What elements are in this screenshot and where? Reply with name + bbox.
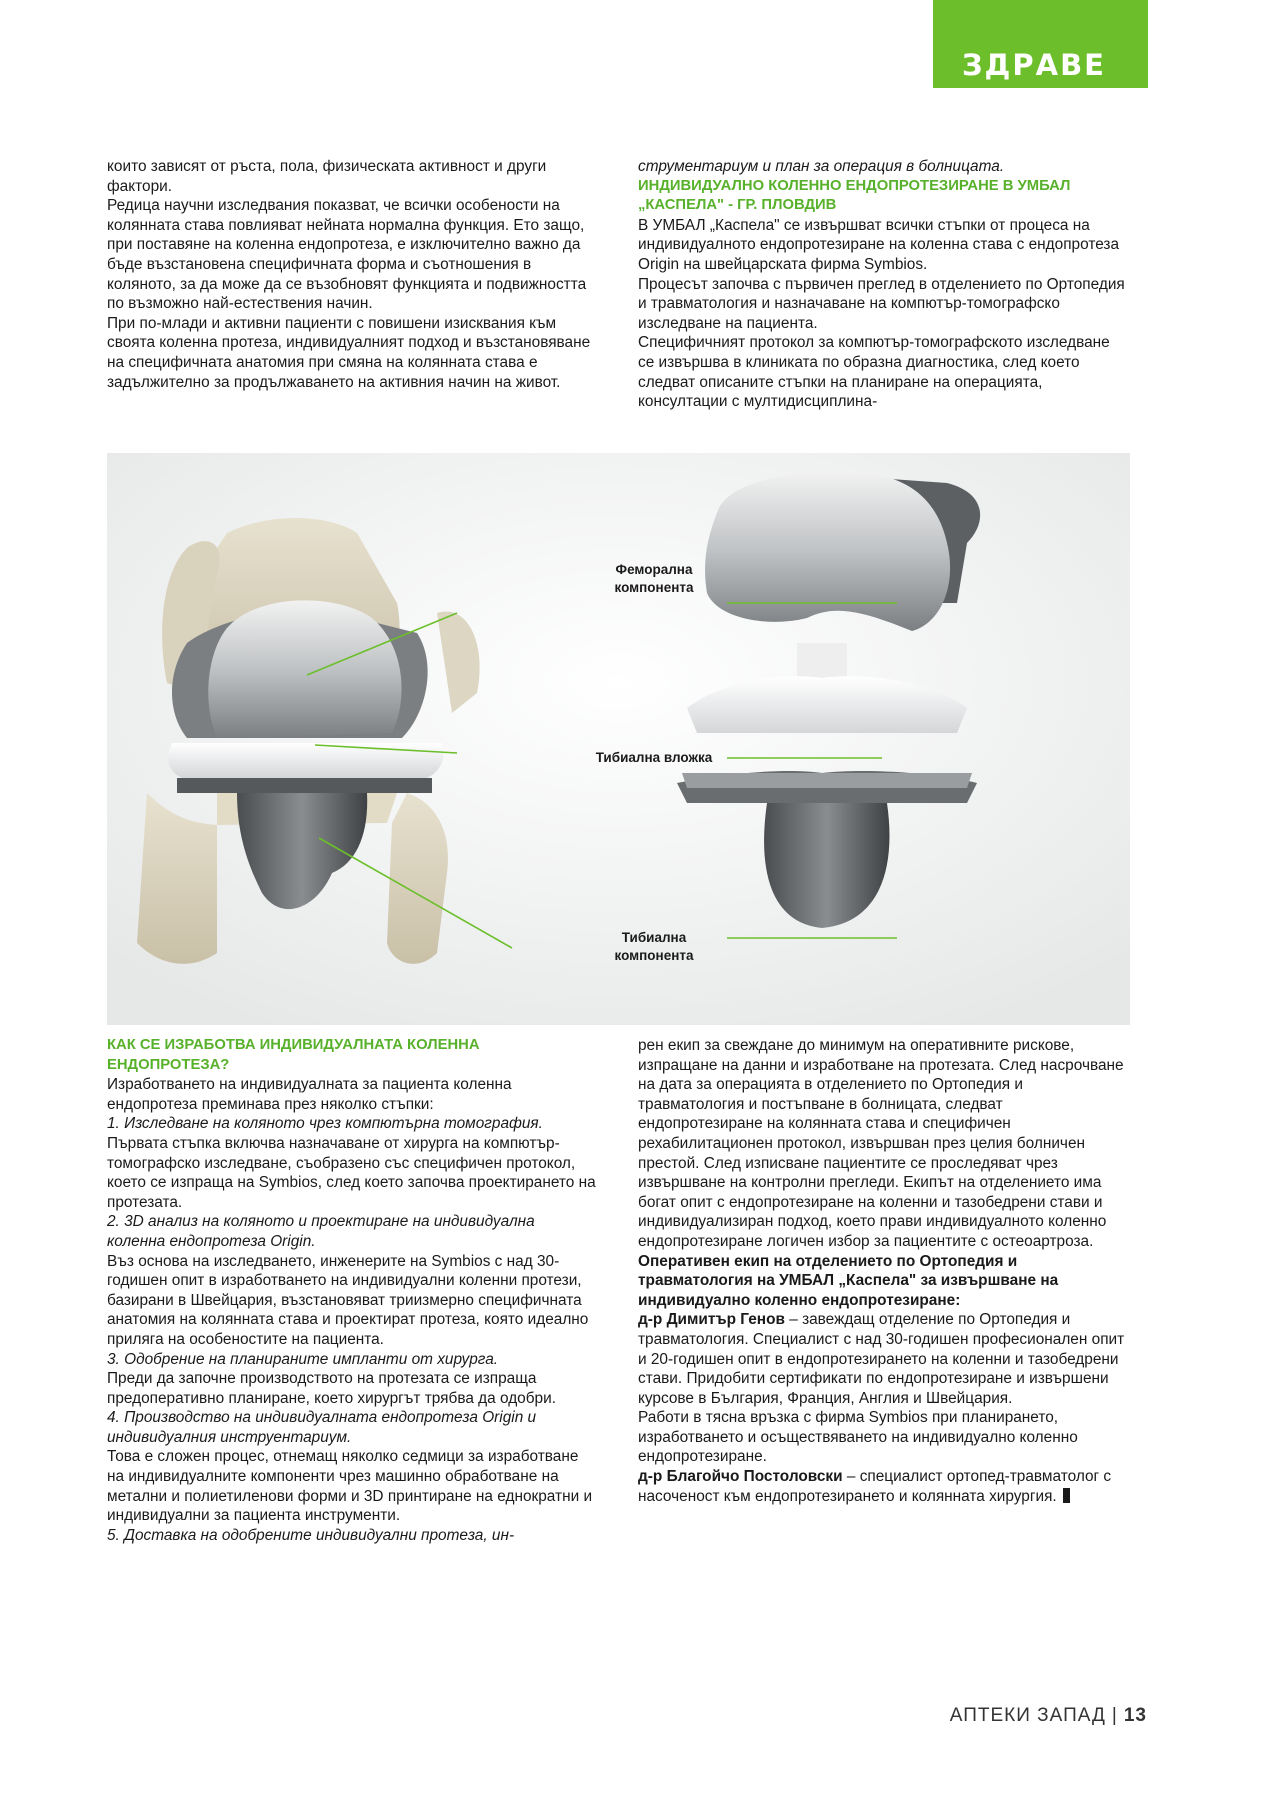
section-heading: КАК СЕ ИЗРАБОТВА ИНДИВИДУАЛНАТА КОЛЕННА ЕНДОПРОТЕЗА? bbox=[107, 1037, 480, 1073]
doctor-name: д-р Димитър Генов bbox=[638, 1311, 785, 1329]
paragraph: Въз основа на изследването, инженерите на Symbios с над 30-годишен опит в изработването на индивидуални коленни протези, базирани в Швейцария, възстановяват триизмерно специфичната анатомия на колянната става и проектират протеза, която идеално приляга на особеностите на пациента. bbox=[107, 1252, 589, 1348]
label-tibial-component: Тибиална компонента bbox=[614, 930, 694, 963]
magazine-name: АПТЕКИ ЗАПАД bbox=[949, 1705, 1106, 1726]
section-tab bbox=[933, 0, 1148, 88]
step-title: 4. Производство на индивидуалната ендопротеза Origin и индивидуалния инструентариум. bbox=[107, 1409, 537, 1446]
step-title: 1. Изследване на коляното чрез компютърна томография. bbox=[107, 1115, 543, 1133]
column-3 bbox=[107, 1036, 597, 1545]
doctor-entry: д-р Благойчо Постоловски – специалист ортопед-травматолог с насоченост към ендопротезирането и колянната хирургия. bbox=[638, 1468, 1112, 1505]
paragraph: Процесът започва с първичен преглед в отделението по Ортопедия и травматология и назначаване на компютър-томографско изследване на пациента. bbox=[638, 275, 1125, 332]
doctor-entry: д-р Димитър Генов – завеждащ отделение по Ортопедия и травматология. Специалист с над 30-годишен професионален опит и 20-годишен опит в ендопротезирането на коленни и тазобедрени стави. Придобити сертификати по ендопротезиране и извършени курсове в България, Франция, Англия и Швейцария. bbox=[638, 1311, 1125, 1407]
column-1 bbox=[107, 157, 597, 392]
femoral-component-right bbox=[705, 472, 950, 631]
page-footer bbox=[950, 1705, 1147, 1727]
step-title: 3. Одобрение на планираните импланти от хирурга. bbox=[107, 1350, 499, 1368]
paragraph: Преди да започне производството на протезата се изпраща предоперативно планиране, което хирургът трябва да одобри. bbox=[107, 1370, 556, 1407]
paragraph: Редица научни изследвания показват, че всички особености на колянната става повлияват нейната нормална функция. Ето защо, при поставяне на коленна ендопротеза, е изключително важно да бъде възстановена специфичната форма и съотношения в коляното, за да може да се възобновят функцията и подвижността по възможно най-естествения начин. bbox=[107, 197, 587, 313]
tibial-insert-left bbox=[168, 743, 443, 778]
paragraph: Изработването на индивидуалната за пациента коленна ендопротеза преминава през няколко стъпки: bbox=[107, 1076, 512, 1113]
label-femoral-component: Феморална компонента bbox=[614, 562, 694, 595]
paragraph: рен екип за свеждане до минимум на оперативните рискове, изпращане на данни и изработване на протезата. След насрочване на дата за операцията в отделението по Ортопедия и травматология и постъпване в болницата, следват ендопротезиране на колянната става и специфичен рехабилитационен протокол, извършван през целия болничен престой. След изписване пациентите се проследяват чрез извършване на контролни прегледи. Екипът на отделението има богат опит с ендопротезиране на коленни и тазобедрени стави и индивидуализиран подход, което прави индивидуалното коленно ендопротезиране логичен избор за пациентите с остеоартроза. bbox=[638, 1037, 1124, 1250]
paragraph: Работи в тясна връзка с фирма Symbios при планирането, изработването и осъществяването на индивидуално коленно ендопротезиране. bbox=[638, 1409, 1078, 1466]
knee-implant-figure bbox=[107, 453, 1130, 1025]
step-title: 5. Доставка на одобрените индивидуални протеза, ин- bbox=[107, 1526, 515, 1544]
paragraph: В УМБАЛ „Каспела" се извършват всички стъпки от процеса на индивидуалното ендопротезиране на коленна става с ендопротеза Origin на швейцарската фирма Symbios. bbox=[638, 216, 1120, 273]
page-number: 13 bbox=[1123, 1705, 1147, 1726]
paragraph: Специфичният протокол за компютър-томографското изследване се извършва в клиниката по образна диагностика, след което следват описаните стъпки на планиране на операцията, консултации с мултидисциплина- bbox=[638, 334, 1110, 411]
footer-separator: | bbox=[1111, 1705, 1118, 1726]
doctor-name: д-р Благойчо Постоловски bbox=[638, 1468, 843, 1486]
tibial-tray-left bbox=[177, 778, 432, 793]
label-tibial-insert: Тибиална вложка bbox=[595, 750, 713, 765]
paragraph: При по-млади и активни пациенти с повишени изисквания към своята коленна протеза, индивидуалният подход и възстановяване на специфичната анатомия при смяна на колянната става е задължително за продължаването на активния начин на живот. bbox=[107, 314, 591, 391]
paragraph: които зависят от ръста, пола, физическата активност и други фактори. bbox=[107, 158, 547, 195]
column-4 bbox=[638, 1036, 1130, 1506]
section-title: ЗДРАВЕ bbox=[961, 48, 1106, 82]
paragraph: Първата стъпка включва назначаване от хирурга на компютър-томографско изследване, съобразено със специфичен протокол, което се изпраща на Symbios, след което започва проектирането на протезата. bbox=[107, 1134, 596, 1211]
step-title: 2. 3D анализ на коляното и проектиране на индивидуална коленна ендопротеза Origin. bbox=[107, 1213, 535, 1250]
femoral-component-left bbox=[208, 600, 401, 738]
column-2 bbox=[638, 157, 1130, 412]
paragraph: струментариум и план за операция в болницата. bbox=[638, 158, 1005, 175]
end-mark bbox=[1063, 1488, 1070, 1503]
section-heading: ИНДИВИДУАЛНО КОЛЕННО ЕНДОПРОТЕЗИРАНЕ В УМБАЛ „КАСПЕЛА" - ГР. ПЛОВДИВ bbox=[638, 177, 1071, 214]
paragraph: Това е сложен процес, отнемащ няколко седмици за изработване на индивидуалните компоненти чрез машинно обработване на метални и полиетиленови форми и 3D принтиране на еднократни и индивидуални за пациента инструменти. bbox=[107, 1448, 593, 1525]
insert-post bbox=[797, 643, 847, 678]
team-heading: Оперативен екип на отделението по Ортопедия и травматология на УМБАЛ „Каспела" за извършване на индивидуално коленно ендопротезиране: bbox=[638, 1252, 1059, 1309]
